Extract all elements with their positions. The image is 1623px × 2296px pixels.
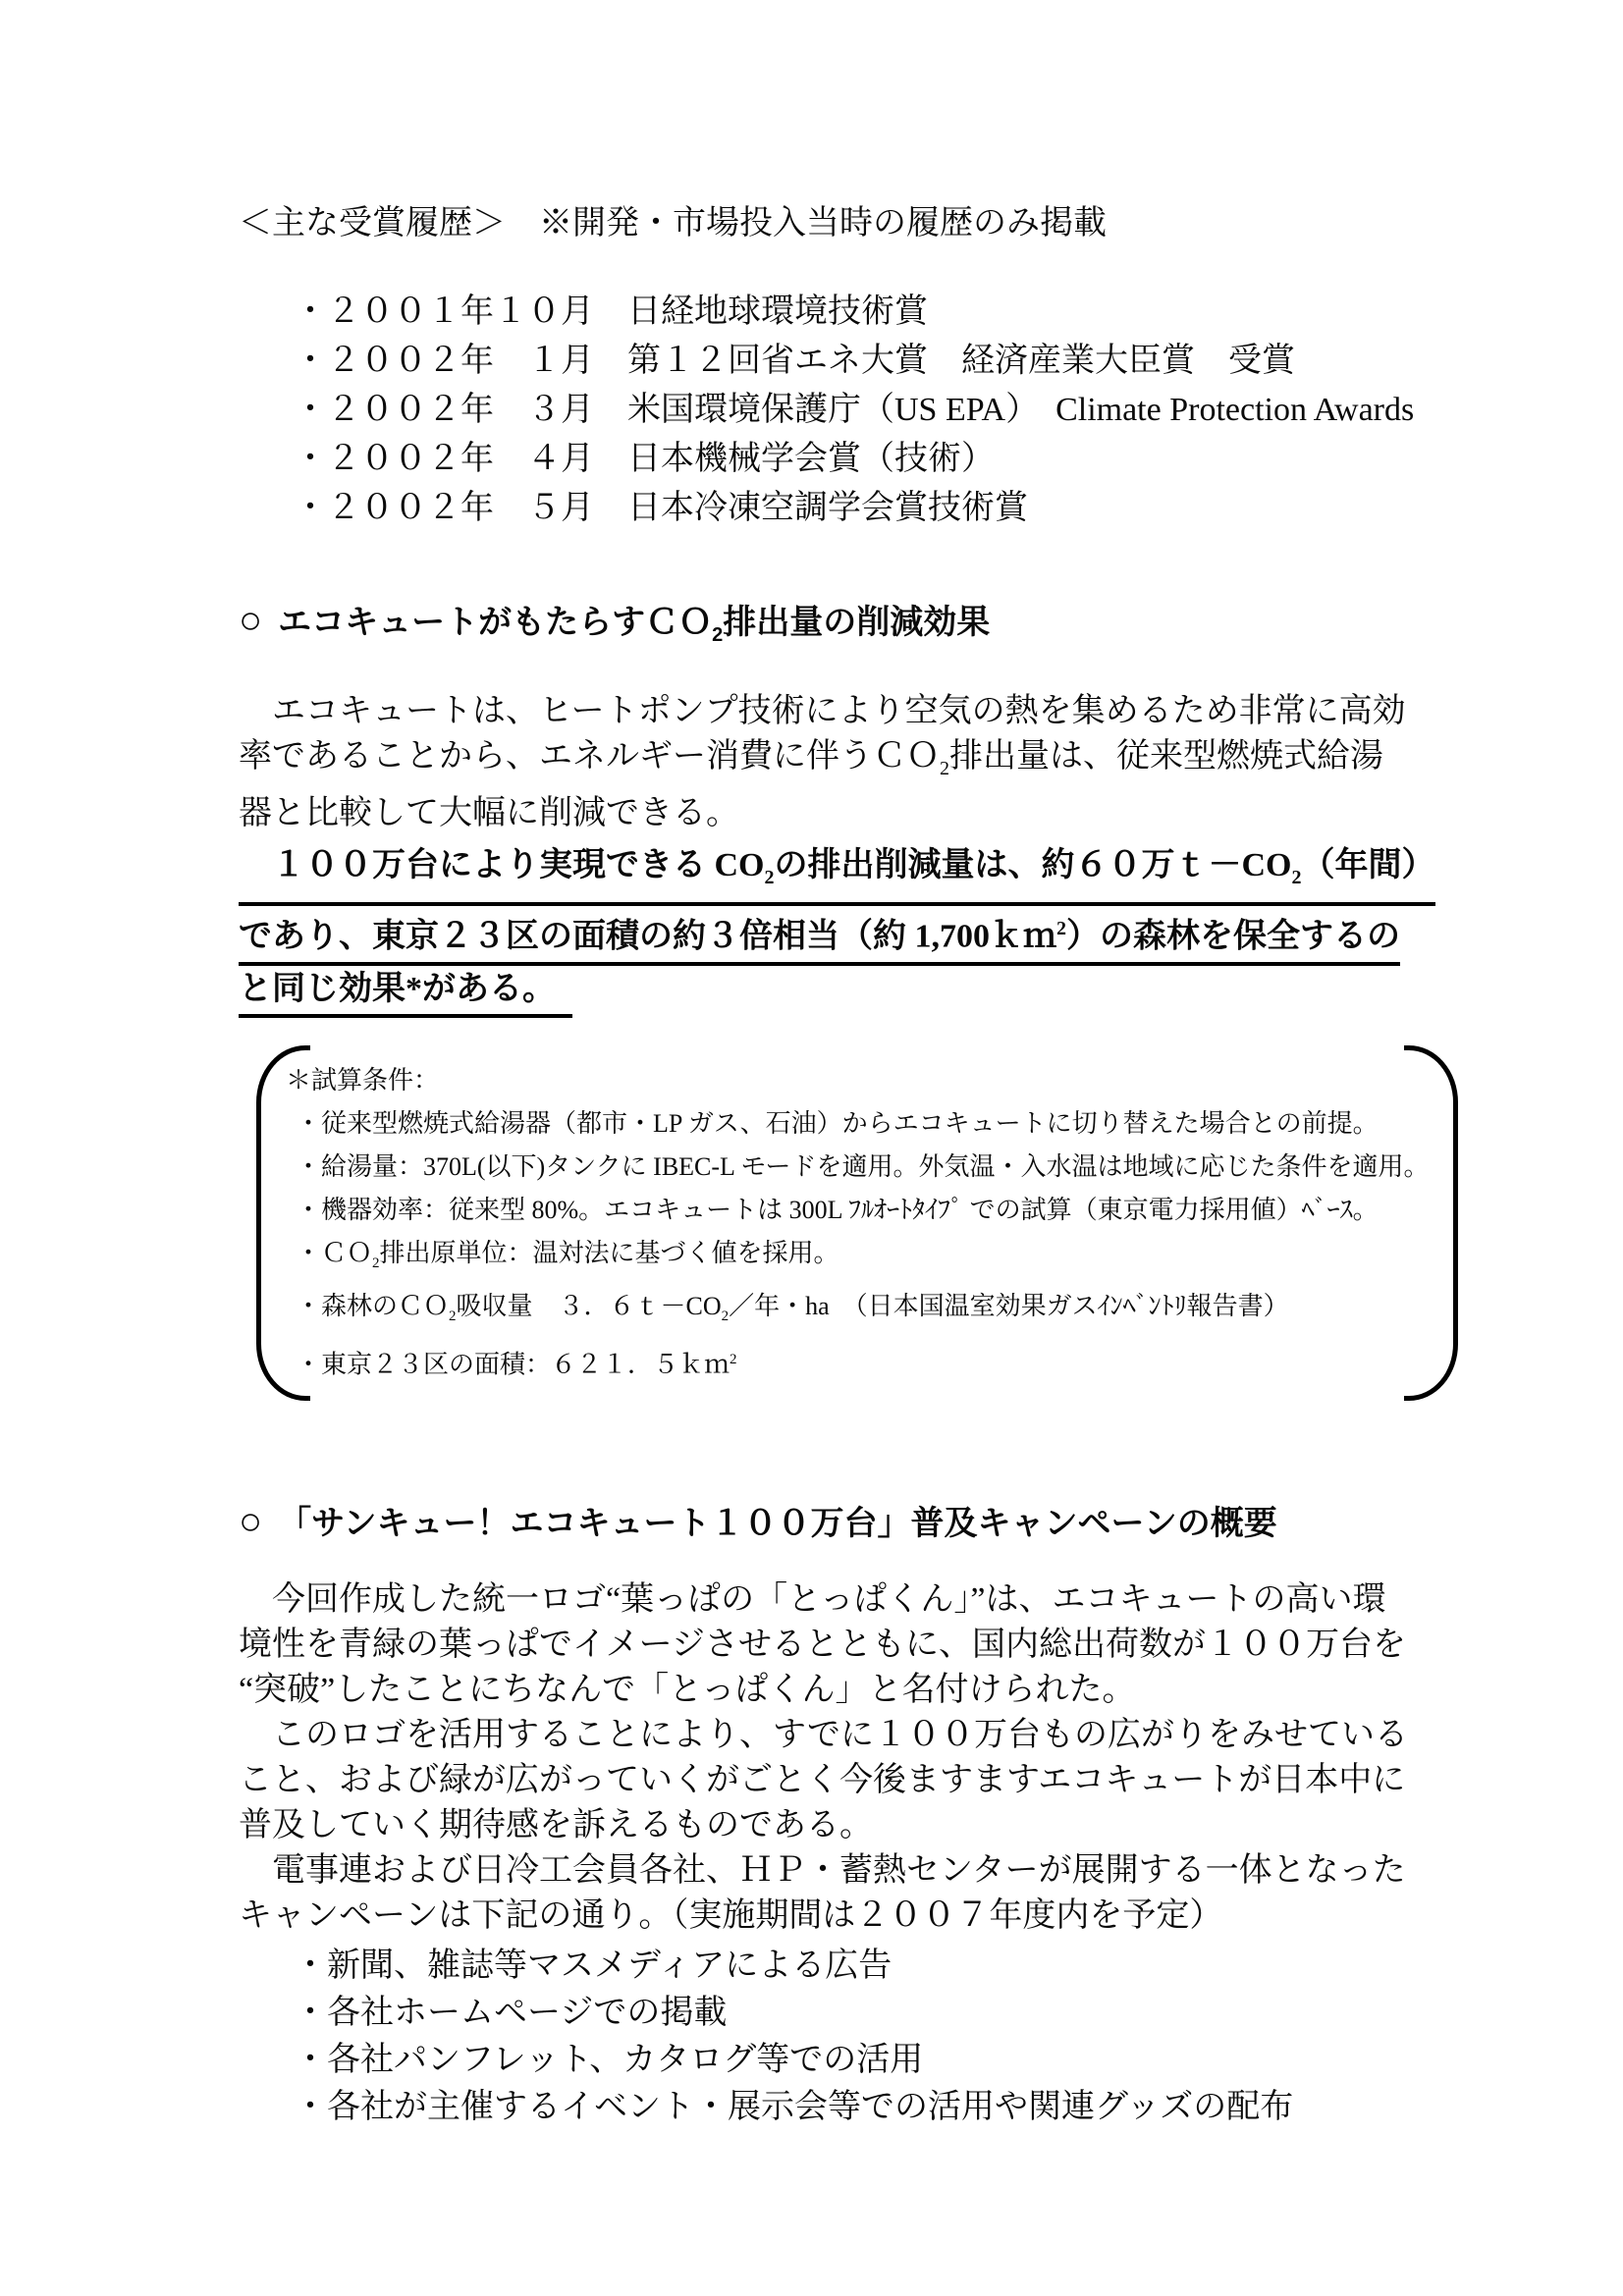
conditions-header: ＊試算条件： — [286, 1065, 440, 1095]
km2-superscript: 2 — [730, 1352, 737, 1368]
condition-text: ／年・ha （日本国温室効果ガスｲﾝﾍﾞﾝﾄﾘ報告書） — [729, 1291, 1289, 1320]
awards-header: ＜主な受賞履歴＞ ※開発・市場投入当時の履歴のみ掲載 — [239, 205, 1107, 241]
paragraph-line: エコキュートは、ヒートポンプ技術により空気の熱を集めるため非常に高効 — [239, 692, 1406, 729]
campaign-item: ・各社ホームページでの掲載 — [294, 1994, 728, 2031]
award-item: ・２００１年１０月 日経地球環境技術賞 — [294, 294, 928, 330]
paragraph-line: 境性を青緑の葉っぱでイメージさせるとともに、国内総出荷数が１００万台を — [239, 1626, 1406, 1663]
condition-text: 吸収量 ３．６ｔ－CO — [456, 1291, 722, 1320]
paragraph-text: 率であることから、エネルギー消費に伴うＣＯ — [239, 737, 940, 774]
km2-superscript: 2 — [1056, 918, 1066, 940]
highlight-line — [239, 966, 1459, 1018]
award-item: ・２００２年 １月 第１２回省エネ大賞 経済産業大臣賞 受賞 — [294, 343, 1295, 379]
award-item: ・２００２年 ４月 日本機械学会賞（技術） — [294, 441, 995, 477]
paragraph-line — [239, 734, 1459, 791]
paragraph-line: 電事連および日冷工会員各社、ＨＰ・蓄熱センターが展開する一体となった — [239, 1851, 1406, 1889]
co2-subscript: 2 — [1291, 866, 1302, 888]
award-item: ・２００２年 ５月 日本冷凍空調学会賞技術賞 — [294, 490, 1028, 526]
paragraph-line: 器と比較して大幅に削減できる。 — [239, 794, 739, 831]
highlight-text: ）の森林を保全するの — [1066, 918, 1400, 955]
condition-item: ・給湯量：370L(以下)タンクに IBEC-L モードを適用。外気温・入水温は地域に応じた条件を適用。 — [296, 1151, 1430, 1181]
highlight-line — [239, 842, 1459, 907]
left-bracket-shape — [256, 1045, 310, 1401]
co2-paragraph — [239, 689, 1459, 836]
campaign-section-heading — [239, 1497, 1459, 1548]
highlight-text: であり、東京２３区の面積の約３倍相当（約 1,700ｋｍ — [239, 918, 1056, 955]
underlined-text — [239, 906, 1400, 965]
co2-reduction-highlight — [239, 842, 1459, 1018]
paragraph-line: キャンペーンは下記の通り。（実施期間は２００７年度内を予定） — [239, 1896, 1223, 1934]
co2-subscript: 2 — [372, 1255, 380, 1271]
circle-marker-icon: ○ — [239, 1499, 263, 1543]
campaign-item: ・新聞、雑誌等マスメディアによる広告 — [294, 1947, 893, 1984]
campaign-heading-text: 「サンキュー！エコキュート１００万台」普及キャンペーンの概要 — [278, 1504, 1277, 1542]
condition-item — [256, 1338, 1458, 1387]
paragraph-line: こと、および緑が広がっていくがごとく今後ますますエコキュートが日本中に — [239, 1761, 1406, 1798]
paragraph-line: このロゴを活用することにより、すでに１００万台もの広がりをみせている — [239, 1716, 1409, 1753]
campaign-paragraphs — [239, 1577, 1459, 1939]
condition-text: ・森林のＣＯ — [296, 1291, 450, 1320]
co2-heading-text: エコキュートがもたらすＣＯ — [278, 604, 713, 641]
calculation-conditions-box — [256, 1045, 1458, 1401]
co2-subscript: 2 — [764, 866, 775, 888]
highlight-text: の排出削減量は、約６０万ｔ－ — [774, 846, 1242, 883]
paragraph-text: 排出量は、従来型燃焼式給湯 — [949, 737, 1383, 774]
circle-marker-icon: ○ — [239, 599, 263, 642]
campaign-item: ・各社が主催するイベント・展示会等での活用や関連グッズの配布 — [294, 2088, 1294, 2125]
underlined-text: と同じ効果*がある。 — [239, 966, 572, 1018]
condition-text: ・東京２３区の面積：６２１．５ｋｍ — [296, 1350, 730, 1379]
underlined-text — [239, 842, 1435, 907]
co2-heading-subscript: 2 — [712, 623, 724, 646]
campaign-list — [294, 1943, 1459, 2131]
co2-subscript: 2 — [940, 757, 949, 779]
co2-section-heading — [239, 596, 1459, 660]
document-page — [239, 199, 1459, 2131]
co2-latin: CO — [1241, 846, 1292, 883]
highlight-text: １００万台により実現できる — [239, 846, 715, 883]
co2-subscript: 2 — [449, 1308, 457, 1325]
highlight-line — [239, 906, 1459, 965]
paragraph-line: 普及していく期待感を訴えるものである。 — [239, 1806, 873, 1843]
campaign-item: ・各社パンフレット、カタログ等での活用 — [294, 2041, 924, 2078]
co2-latin: CO — [714, 846, 765, 883]
co2-subscript: 2 — [721, 1308, 730, 1325]
co2-heading-text-tail: 排出量の削減効果 — [723, 604, 991, 641]
condition-item — [256, 1285, 1458, 1338]
condition-item: ・機器効率：従来型 80%。エコキュートは 300L ﾌﾙｵｰﾄﾀｲﾌﾟ での試算（東京電力採用値）ﾍﾞｰｽ。 — [296, 1195, 1379, 1224]
condition-item: ・従来型燃焼式給湯器（都市・LP ガス、石油）からエコキュートに切り替えた場合との前提。 — [296, 1108, 1379, 1138]
condition-text: 排出原単位：温対法に基づく値を採用。 — [379, 1238, 839, 1267]
award-item: ・２００２年 ３月 米国環境保護庁（US EPA） Climate Protection Awards — [294, 392, 1415, 428]
paragraph-line: “突破”したことにちなんで「とっぱくん」と名付けられた。 — [239, 1671, 1136, 1708]
condition-item — [256, 1232, 1458, 1285]
right-bracket-shape — [1404, 1045, 1458, 1401]
awards-list — [294, 288, 1459, 533]
condition-text: ・ＣＯ — [296, 1238, 373, 1267]
paragraph-line: 今回作成した統一ロゴ“葉っぱの「とっぱくん」”は、エコキュートの高い環 — [239, 1580, 1386, 1618]
highlight-text: （年間） — [1301, 846, 1435, 883]
